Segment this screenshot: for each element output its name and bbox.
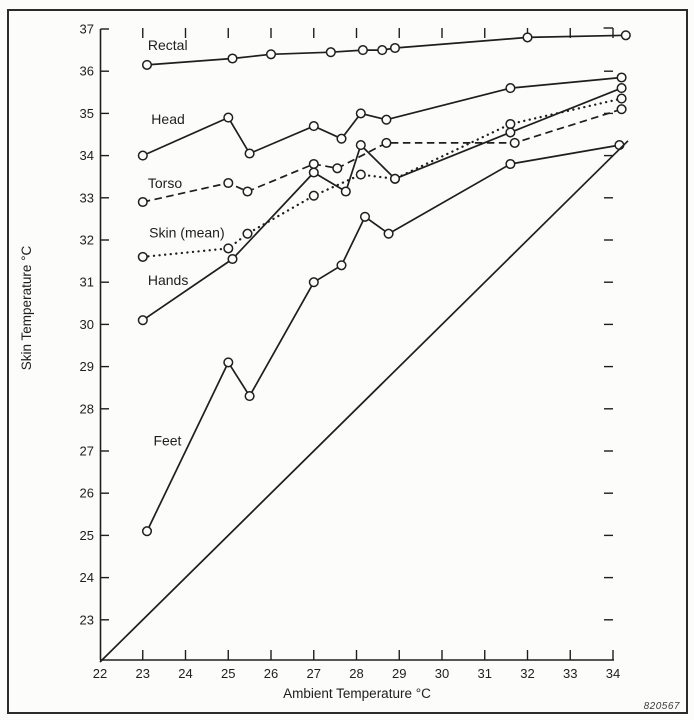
series-marker-rectal-1 bbox=[228, 54, 237, 63]
series-label-hands: Hands bbox=[147, 272, 189, 289]
series-marker-hands-1 bbox=[228, 255, 237, 264]
series-markers-feet bbox=[143, 141, 624, 536]
series-marker-rectal-5 bbox=[378, 46, 387, 55]
series-marker-hands-7 bbox=[617, 84, 626, 93]
series-marker-rectal-2 bbox=[267, 50, 276, 59]
series-marker-feet-7 bbox=[506, 160, 515, 169]
series-marker-head-4 bbox=[337, 134, 346, 143]
series-rectal bbox=[143, 31, 630, 69]
series-marker-torso-2 bbox=[243, 187, 252, 196]
figure-code-number: 820567 bbox=[643, 701, 680, 712]
x-tick-label-22: 22 bbox=[92, 666, 108, 681]
y-tick-label-31: 31 bbox=[79, 274, 94, 290]
y-tick-label-30: 30 bbox=[79, 316, 94, 332]
series-marker-skin-mean-2 bbox=[243, 229, 252, 238]
x-tick-label-33: 33 bbox=[563, 666, 578, 681]
series-marker-rectal-4 bbox=[359, 46, 368, 55]
series-marker-feet-2 bbox=[245, 392, 254, 401]
series-marker-feet-3 bbox=[310, 278, 319, 287]
series-marker-feet-6 bbox=[384, 229, 393, 238]
series-marker-torso-6 bbox=[510, 139, 519, 148]
series-label-skin-mean: Skin (mean) bbox=[149, 224, 225, 241]
series-marker-hands-4 bbox=[357, 141, 366, 150]
series-marker-rectal-3 bbox=[327, 48, 336, 57]
series-marker-head-8 bbox=[617, 73, 626, 82]
series-marker-rectal-6 bbox=[391, 44, 400, 53]
y-tick-label-23: 23 bbox=[79, 612, 94, 628]
series-label-rectal: Rectal bbox=[147, 37, 188, 54]
series-marker-head-5 bbox=[357, 109, 366, 118]
series-line-feet bbox=[147, 145, 619, 531]
y-tick-label-26: 26 bbox=[79, 485, 94, 501]
x-tick-label-28: 28 bbox=[349, 666, 364, 681]
series-marker-head-2 bbox=[245, 149, 254, 158]
series-marker-hands-0 bbox=[139, 316, 148, 325]
series-marker-feet-4 bbox=[337, 261, 346, 270]
series-feet bbox=[143, 141, 624, 536]
y-tick-label-25: 25 bbox=[79, 527, 94, 543]
series-marker-hands-5 bbox=[391, 175, 400, 184]
x-tick-label-25: 25 bbox=[221, 666, 236, 681]
x-tick-label-31: 31 bbox=[477, 666, 492, 681]
y-tick-label-37: 37 bbox=[79, 21, 94, 37]
series-marker-feet-0 bbox=[143, 527, 152, 536]
series-marker-rectal-8 bbox=[622, 31, 631, 40]
y-tick-label-33: 33 bbox=[79, 190, 94, 206]
series-marker-hands-6 bbox=[506, 128, 515, 137]
y-tick-label-29: 29 bbox=[79, 359, 94, 375]
series-marker-torso-1 bbox=[224, 179, 233, 188]
y-axis-ticks bbox=[80, 22, 109, 628]
series-marker-head-3 bbox=[310, 122, 319, 131]
series-marker-torso-5 bbox=[382, 139, 391, 148]
series-marker-torso-7 bbox=[617, 105, 626, 114]
series-marker-skin-mean-7 bbox=[617, 94, 626, 103]
series-label-feet: Feet bbox=[153, 432, 182, 449]
series-marker-head-1 bbox=[224, 113, 233, 122]
series-label-head: Head bbox=[151, 110, 185, 127]
series-marker-head-6 bbox=[382, 115, 391, 124]
y-tick-label-36: 36 bbox=[79, 63, 94, 79]
series-marker-head-7 bbox=[506, 84, 515, 93]
series-marker-hands-3 bbox=[342, 187, 351, 196]
y-tick-label-32: 32 bbox=[79, 232, 94, 248]
y-tick-label-35: 35 bbox=[79, 105, 94, 121]
series-marker-torso-3 bbox=[310, 160, 319, 169]
x-tick-label-34: 34 bbox=[605, 666, 621, 681]
y-tick-label-28: 28 bbox=[79, 401, 94, 417]
series-marker-skin-mean-4 bbox=[357, 170, 366, 179]
x-tick-label-26: 26 bbox=[263, 666, 279, 681]
series-marker-feet-5 bbox=[361, 213, 370, 222]
series-marker-rectal-7 bbox=[523, 33, 532, 42]
y-tick-label-24: 24 bbox=[79, 570, 94, 586]
series-label-torso: Torso bbox=[147, 175, 183, 192]
series-marker-torso-0 bbox=[139, 198, 148, 207]
x-tick-label-24: 24 bbox=[178, 666, 193, 681]
x-tick-label-29: 29 bbox=[392, 666, 407, 681]
series-marker-feet-1 bbox=[224, 358, 233, 367]
series-marker-rectal-0 bbox=[143, 61, 152, 70]
x-tick-label-30: 30 bbox=[434, 666, 450, 681]
series-marker-skin-mean-6 bbox=[506, 120, 515, 129]
right-ticks bbox=[604, 71, 613, 620]
x-tick-label-27: 27 bbox=[306, 666, 321, 681]
series-marker-skin-mean-3 bbox=[310, 191, 319, 200]
series-marker-skin-mean-0 bbox=[139, 253, 148, 262]
y-tick-label-34: 34 bbox=[79, 148, 94, 164]
x-tick-label-32: 32 bbox=[520, 666, 535, 681]
y-axis-title: Skin Temperature °C bbox=[19, 245, 34, 371]
series-markers-head bbox=[139, 73, 626, 160]
series-marker-skin-mean-1 bbox=[224, 244, 233, 253]
series-marker-head-0 bbox=[139, 151, 148, 160]
x-tick-label-23: 23 bbox=[135, 666, 150, 681]
series-head bbox=[139, 73, 626, 160]
series-marker-hands-2 bbox=[310, 168, 319, 177]
x-axis-ticks bbox=[93, 650, 620, 681]
series-marker-torso-4 bbox=[333, 164, 342, 173]
y-tick-label-27: 27 bbox=[79, 443, 94, 459]
x-axis-title: Ambient Temperature °C bbox=[283, 686, 431, 701]
